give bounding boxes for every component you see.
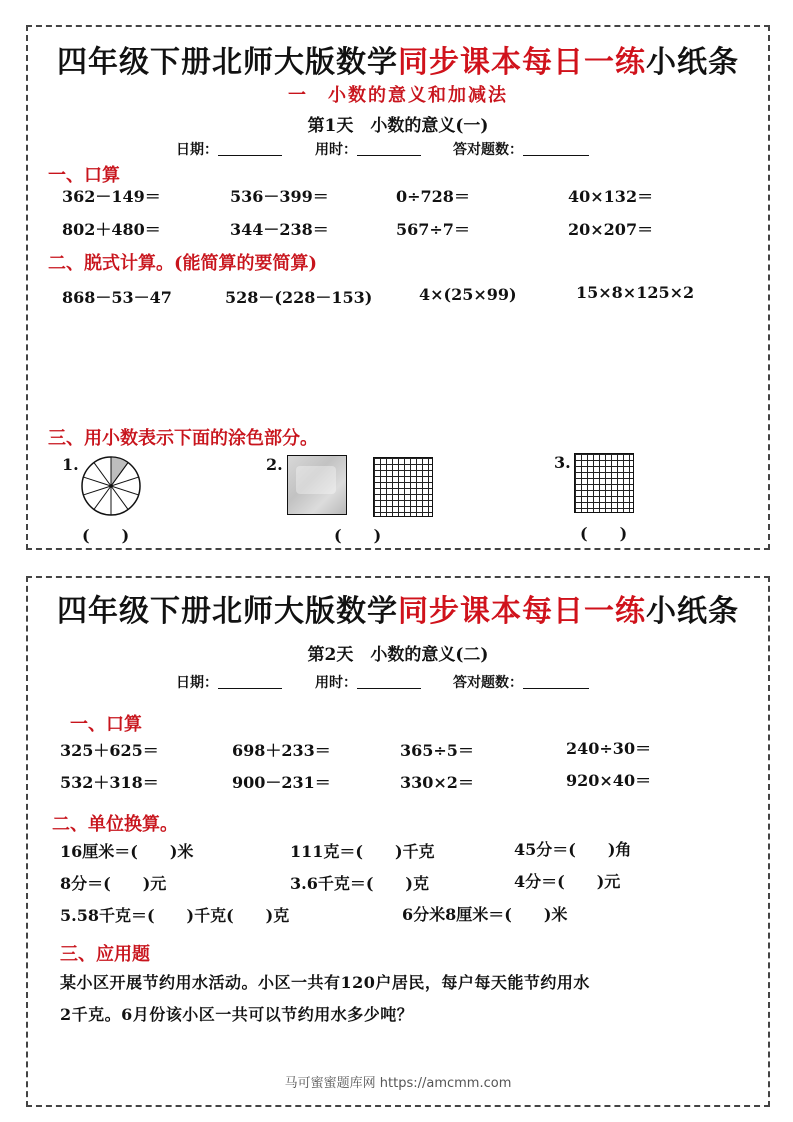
title-red: 同步课本每日一练	[398, 45, 646, 80]
conversion-item: 45分＝( )角	[514, 840, 632, 859]
title-black: 四年级下册北师大版数学	[57, 45, 398, 80]
correct-field	[453, 139, 589, 159]
oral-item: 0÷728＝	[396, 187, 470, 206]
correct-field	[453, 672, 589, 692]
problem-text-line2: 2千克。6月份该小区一共可以节约用水多少吨？	[60, 1005, 414, 1024]
conversion-item: 6分米8厘米＝( )米	[402, 905, 568, 924]
section-unit-conversion: 二、单位换算。	[52, 814, 178, 835]
header-title	[28, 586, 768, 630]
figure-label: 2.	[266, 455, 283, 474]
time-blank[interactable]	[357, 155, 421, 156]
time-field	[315, 672, 421, 692]
oral-item: 330×2＝	[400, 773, 474, 792]
time-label: 用时：	[315, 142, 357, 158]
oral-item: 344－238＝	[230, 220, 329, 239]
correct-label: 答对题数：	[453, 142, 523, 158]
conversion-item: 3.6千克＝( )克	[290, 874, 429, 893]
oral-item: 698＋233＝	[232, 741, 331, 760]
shaded-square	[287, 455, 347, 515]
section-calc: 二、脱式计算。(能简算的要简算)	[48, 253, 318, 274]
title-black-suffix: 小纸条	[646, 45, 739, 80]
date-field	[176, 672, 282, 692]
answer-paren[interactable]: ( )	[334, 526, 382, 545]
date-field	[176, 139, 282, 159]
figure-label: 3.	[554, 453, 571, 472]
oral-item: 40×132＝	[568, 187, 654, 206]
oral-item: 362－149＝	[62, 187, 161, 206]
correct-label: 答对题数：	[453, 675, 523, 691]
day-title: 第1天 小数的意义(一)	[307, 116, 489, 136]
figure-label: 1.	[62, 455, 79, 474]
section-decimal: 三、用小数表示下面的涂色部分。	[48, 428, 318, 449]
date-blank[interactable]	[218, 155, 282, 156]
conversion-item: 16厘米＝( )米	[60, 842, 194, 861]
date-label: 日期：	[176, 675, 218, 691]
oral-item: 325＋625＝	[60, 741, 159, 760]
conversion-item: 8分＝( )元	[60, 874, 167, 893]
oral-item: 900－231＝	[232, 773, 331, 792]
header-title	[28, 37, 768, 81]
oral-item: 567÷7＝	[396, 220, 470, 239]
time-field	[315, 139, 421, 159]
conversion-item: 4分＝( )元	[514, 872, 621, 891]
section-word-problem: 三、应用题	[60, 944, 150, 965]
section-oral: 一、口算	[70, 714, 142, 735]
correct-blank[interactable]	[523, 688, 589, 689]
unit-title: 一 小数的意义和加减法	[288, 85, 508, 106]
title-black: 四年级下册北师大版数学	[57, 594, 398, 629]
problem-text-line1: 某小区开展节约用水活动。小区一共有120户居民，每户每天能节约用水	[60, 973, 590, 992]
day-title: 第2天 小数的意义(二)	[307, 645, 489, 665]
oral-item: 20×207＝	[568, 220, 654, 239]
worksheet-day1	[26, 25, 770, 550]
grid-square	[373, 457, 433, 517]
oral-item: 802＋480＝	[62, 220, 161, 239]
grid-square	[574, 453, 634, 513]
conversion-item: 111克＝( )千克	[290, 842, 435, 861]
calc-item: 4×(25×99)	[419, 285, 517, 304]
answer-paren[interactable]: ( )	[82, 526, 130, 545]
oral-item: 532＋318＝	[60, 773, 159, 792]
answer-paren[interactable]: ( )	[580, 524, 628, 543]
worksheet-day2	[26, 576, 770, 1107]
circle-figure	[80, 455, 142, 517]
calc-item: 15×8×125×2	[576, 283, 695, 302]
section-oral: 一、口算	[48, 165, 120, 186]
oral-item: 920×40＝	[566, 771, 652, 790]
title-red: 同步课本每日一练	[398, 594, 646, 629]
time-blank[interactable]	[357, 688, 421, 689]
oral-item: 536－399＝	[230, 187, 329, 206]
date-label: 日期：	[176, 142, 218, 158]
oral-item: 365÷5＝	[400, 741, 474, 760]
conversion-item: 5.58千克＝( )千克( )克	[60, 906, 290, 925]
calc-item: 528－(228－153)	[225, 288, 373, 307]
oral-item: 240÷30＝	[566, 739, 652, 758]
correct-blank[interactable]	[523, 155, 589, 156]
footer-watermark: 马可蜜蜜题库网 https://amcmm.com	[284, 1076, 512, 1091]
calc-item: 868－53－47	[62, 288, 172, 307]
date-blank[interactable]	[218, 688, 282, 689]
time-label: 用时：	[315, 675, 357, 691]
title-black-suffix: 小纸条	[646, 594, 739, 629]
